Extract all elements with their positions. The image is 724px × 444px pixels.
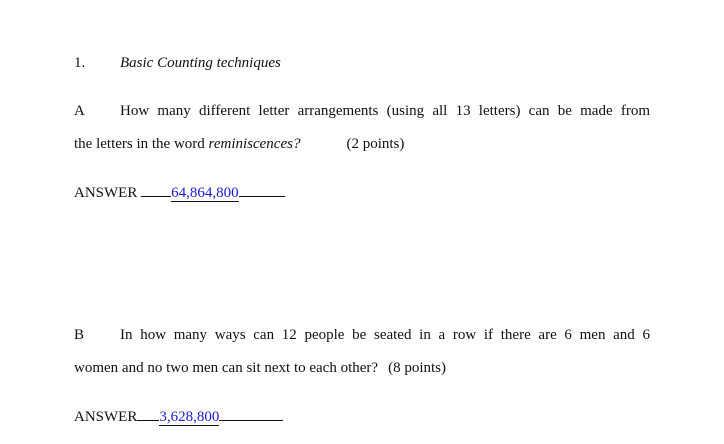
question-a-letter: A bbox=[74, 103, 85, 119]
question-b-line1: In how many ways can 12 people be seated in a row if there are 6 men and 6 bbox=[120, 327, 650, 343]
answer-blank-right bbox=[239, 183, 285, 197]
question-a-answer-label: ANSWER bbox=[74, 185, 138, 201]
question-a-line2 bbox=[74, 135, 404, 153]
answer-blank-left bbox=[137, 407, 159, 421]
question-a-answer bbox=[74, 183, 285, 202]
question-b-line2-text: women and no two men can sit next to each other? bbox=[74, 360, 379, 376]
answer-blank-left bbox=[141, 183, 171, 197]
question-b-answer-label: ANSWER bbox=[74, 409, 138, 425]
question-b-answer bbox=[74, 407, 283, 426]
question-b-letter: B bbox=[74, 327, 85, 343]
question-b-line2 bbox=[74, 359, 446, 377]
question-a-line1: How many different letter arrangements (using all 13 letters) can be made from bbox=[120, 103, 650, 119]
question-a-word: reminiscences? bbox=[208, 136, 301, 152]
question-a-line2-prefix: the letters in the word bbox=[74, 136, 209, 152]
section-title: Basic Counting techniques bbox=[120, 55, 281, 71]
question-b-answer-value: 3,628,800 bbox=[159, 409, 220, 425]
question-b-points: (8 points) bbox=[388, 360, 446, 376]
question-a-answer-value: 64,864,800 bbox=[171, 185, 239, 201]
answer-blank-right bbox=[219, 407, 283, 421]
section-number: 1. bbox=[74, 55, 86, 71]
question-a-points: (2 points) bbox=[346, 136, 405, 152]
